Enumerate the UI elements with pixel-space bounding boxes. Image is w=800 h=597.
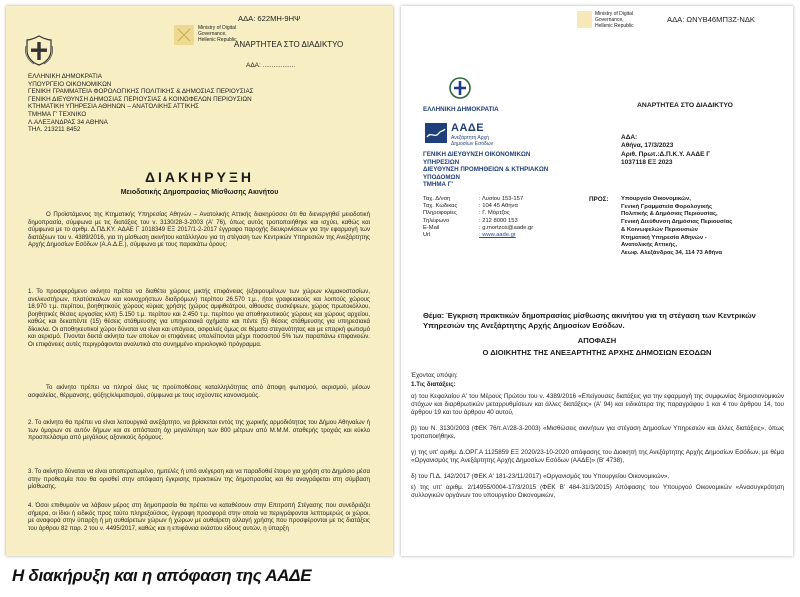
recipient-label: ΠΡΟΣ: [589,196,609,203]
header-line: ΚΤΗΜΑΤΙΚΗ ΥΠΗΡΕΣΙΑ ΑΘΗΝΩΝ – ΑΝΑΤΟΛΙΚΗΣ ΑΤΤΙΚΗΣ [28,103,199,111]
ada-code: ΑΔΑ: ΩΝΥΒ46ΜΠ3Ζ-ΝΔΚ [667,15,755,24]
decision-title: ΑΠΟΦΑΣΗ [577,336,617,345]
website-link[interactable]: : www.aade.gr [479,232,516,239]
image-caption: Η διακήρυξη και η απόφαση της ΑΑΔΕ [12,566,312,585]
aade-sub-line: Ανεξάρτητη Αρχή [451,135,489,141]
header-line: ΓΕΝΙΚΗ ΔΙΕΥΘΥΝΣΗ ΔΗΜΟΣΙΑΣ ΠΕΡΙΟΥΣΙΑΣ & ΚΟΙΝΩΦΕΛΩΝ ΠΕΡΙΟΥΣΙΩΝ [28,95,252,103]
provision-item: α) του Κεφαλαίου Α' του Μέρους Πρώτου του ν. 4389/2016 «Επείγουσες διατάξεις για την εφαρμογή της συμφωνίας δημοσιονομικών στόχων και διαρθρωτικών μεταρρυθμίσεων και άλλες διατάξεις» (Α' 94) και ειδικότερα της παραγράφου 1 και 4 του άρθρου 14, του άρθρου 19 και του άρθρου 40 αυτού, [411,393,784,416]
contact-email[interactable]: : g.mortzos@aade.gr [479,224,534,231]
contact-value: : 212 8000 153 [479,217,518,224]
aade-sub-line: Δημοσίων Εσόδων [451,141,494,147]
protocol-line: 1037118 ΕΞ 2023 [621,158,673,166]
header-line: ΤΜΗΜΑ Γ' ΤΕΧΝΙΚΟ [28,110,87,118]
contact-value: : Γ. Μόρτζος [479,210,510,217]
aade-logo-text: ΑΑΔΕ [451,122,485,134]
greek-coat-of-arms-icon [449,76,471,105]
stamp-line: Governance, [198,31,227,37]
ada-line: ΑΔΑ: [621,134,638,141]
provision-item: δ) του Π.Δ. 142/2017 (ΦΕΚ Α' 181-23/11/2017) «Οργανισμός του Υπουργείου Οικονομικών», [411,473,670,480]
post-online-label: ΑΝΑΡΤΗΤΕΑ ΣΤΟ ΔΙΑΔΙΚΤΥΟ [637,102,733,109]
term-paragraph-2: 2. Το ακίνητο θα πρέπει να είναι λειτουργικά ανεξάρτητο, να βρίσκεται εντός της χωρικής αρμοδιότητας του Δήμου Αθηναίων ή των όμορων σε αυτόν δήμων και σε απόσταση όχι μεγαλύτερη των 800 μέτρων από Μ.Μ.Μ. σταθερής τροχιάς και κύκλο προσπελάσιμο από μεγάλους αξονικούς δρόμους. [28,419,370,441]
dept-line: ΥΠΟΔΟΜΩΝ [423,173,460,181]
recipient-line: & Κοινωφελών Περιουσιών [621,226,698,233]
provision-item: β) του Ν. 3130/2003 (ΦΕΚ 76/τ.Α'/28-3-2003) «Μισθώσεις ακινήτων για στέγαση Δημοσίων Υπηρεσιών και άλλες διατάξεις», όπως τροποποιήθηκε, [411,425,784,440]
contact-label: Τηλέφωνο [423,217,450,224]
header-line: ΤΗΛ. 213211 8452 [28,126,81,134]
document-subtitle: Μειοδοτικής Δημοπρασίας Μίσθωσης Ακινήτου [120,189,279,196]
term-paragraph-4: 4. Όσοι επιθυμούν να λάβουν μέρος στη δημοπρασία θα πρέπει να καταθέσουν στην Επιτροπή Στέγασης που συνεδριάζει σήμερα, οι ίδιοι ή ειδικός προς τούτο πληρεξούσιος, έγγραφη προσφορά στην οποία να περιγράφονται λεπτομερώς οι χώροι, με αναφορά στην ύπαρξη ή μη αυθαίρετων χώρων ή χώρων με αυθαίρετη αλλαγή χρήσης που προσφέρονται με τις διατάξεις του άρθρου 82 παρ. 2 του ν. 4495/2017, καθώς και η επιφάνεια εκάστου είδους αυτών, η ύπαρξη [28,502,370,532]
stamp-line: Governance, [595,17,624,23]
contact-label: Url [423,232,431,239]
date-line: Αθήνα, 17/3/2023 [621,142,674,150]
recipient-line: Γενική Διεύθυνση Δημόσιας Περιουσίας [621,219,733,226]
term-paragraph-1: 1. Το προσφερόμενο ακίνητο πρέπει να διαθέτει χώρους μικτής επιφάνειας (εξαιρουμένων των χώρων κλιμακοστασίων, ανελκυστήρων, πλατύσκαλων και κοινοχρήστων διαδρόμων) περίπου 26.570 τ.μ., ήτοι γραφειακούς και λοιπούς χώρους 18.970 τ.μ. περίπου, βοηθητικούς χώρους κύριας χρήσης (χώρος αμφιθεάτρου, αίθουσες συσκέψεων, χώρος πρωτοκόλλου, βοηθητικές θέσεις εργασίας κλπ) 5.150 τ.μ. περίπου και 2.450 τ.μ. περίπου για αποθηκευτικούς χώρους και χώρους αρχείου, καθώς και δεκαπέντε (15) θέσεις στάθμευσης για υπηρεσιακά οχήματα και πέντε (5) θέσεις στάθμευσης για υπηρεσιακά δίκυκλα. Οι αποθηκευτικοί χώροι δύναται να είναι και υπόγειοι, ασφαλείς όμως σε θέματα στεγανότητας και με επαρκή φωτισμό και αερισμό. Γίνονται δεκτά ακίνητα των οποίων οι επιφάνειες υπολείπονται μέχρι ποσοστού 5% των παραπάνω επιφανειών. Οι επιφάνειες αυτές περιγράφονται αναλυτικά στο συνημμένο κτιριολογικό πρόγραμμα. [28,288,370,348]
aade-wave-icon [425,123,447,143]
term-paragraph-3: 3. Το ακίνητο δύναται να είναι αποπερατωμένο, ημιτελές ή υπό ανέγερση και να παραδοθεί έτοιμο για χρήση στο Δημόσιο μέσα στην προθεσμία που θα ορισθεί στην απόφαση έγκρισης πρακτικών της δημοπρασίας και θα αναγράφεται στη σύμβαση μίσθωσης. [28,468,370,490]
dept-line: ΥΠΗΡΕΣΙΩΝ [423,158,460,166]
recipient-line: Κτηματική Υπηρεσία Αθηνών - [621,234,707,241]
republic-label: ΕΛΛΗΝΙΚΗ ΔΗΜΟΚΡΑΤΙΑ [423,106,499,113]
digital-signature-stamp [174,23,237,49]
contact-label: E-Mail [423,224,440,231]
dept-line: ΓΕΝΙΚΗ ΔΙΕΥΘΥΝΣΗ ΟΙΚΟΝΟΜΙΚΩΝ [423,151,531,158]
recipient-line: Γενική Γραμματεία Φορολογικής [621,203,713,210]
decision-subtitle: Ο ΔΙΟΙΚΗΤΗΣ ΤΗΣ ΑΝΕΞΑΡΤΗΤΗΣ ΑΡΧΗΣ ΔΗΜΟΣΙΩΝ ΕΣΟΔΩΝ [482,348,712,357]
contact-label: Πληροφορίες [423,210,457,217]
contact-label: Ταχ. Κώδικας [423,203,458,210]
considering-label: Έχοντας υπόψη: [411,372,458,379]
header-line: ΥΠΟΥΡΓΕΙΟ ΟΙΚΟΝΟΜΙΚΩΝ [28,80,112,88]
tender-notice-document [6,6,393,556]
department-header [423,151,548,189]
recipient-line: Υπουργείο Οικονομικών, [621,196,691,202]
greek-coat-of-arms-icon [24,34,54,66]
post-online-label: ΑΝΑΡΤΗΤΕΑ ΣΤΟ ΔΙΑΔΙΚΤΥΟ [234,40,344,49]
dept-line: ΤΜΗΜΑ Γ' [423,181,453,188]
reference-block [621,134,710,167]
header-line: ΓΕΝΙΚΗ ΓΡΑΜΜΑΤΕΙΑ ΦΟΡΟΛΟΓΙΚΗΣ ΠΟΛΙΤΙΚΗΣ & ΔΗΜΟΣΙΑΣ ΠΕΡΙΟΥΣΙΑΣ [28,88,254,96]
ada-blank-line: ΑΔΑ: .................. [246,62,296,69]
ada-code: ΑΔΑ: 622ΜΗ-9ΗΨ [238,14,301,23]
recipient-line: Ανατολικής Αττικής, [621,242,678,249]
recipient-line: Λεωφ. Αλεξάνδρας 34, 114 73 Αθήνα [621,249,723,256]
issuer-header [28,73,328,134]
stamp-line: Hellenic Republic [595,23,634,29]
provision-item: γ) της υπ' αριθμ. Δ.ΟΡΓ.Α 1125859 ΕΞ 2020/23-10-2020 απόφασης του Διοικητή της Ανεξάρτητης Αρχής Δημοσίων Εσόδων, με θέμα «Οργανισμός της Ανεξάρτητης Αρχής Δημοσίων Εσόδων (ΑΑΔΕ)» (Β' 4738), [411,449,784,464]
recipient-block [621,196,732,258]
document-title: ΔΙΑΚΗΡΥΞΗ [144,169,255,185]
contact-label: Ταχ. Δ/νση [423,196,451,202]
recipient-line: Πολιτικής & Δημόσιας Περιουσίας, [621,211,718,218]
contact-details [423,196,583,239]
contact-value: : Λυσίου 153-157 [479,196,524,202]
header-line: Λ.ΑΛΕΞΑΝΔΡΑΣ 34 ΑΘΗΝΑ [28,118,108,126]
decision-document [401,6,793,556]
contact-value: : 104 45 Αθήνα [479,203,518,210]
stamp-line: Ministry of Digital [198,25,237,31]
intro-paragraph: Ο Προϊστάμενος της Κτηματικής Υπηρεσίας Αθηνών – Ανατολικής Αττικής διακηρύσσει ότι θα διενεργηθεί μειοδοτική δημοπρασία, σύμφωνα με τις διατάξεις του ν. 3130/28-3-2003 (Α' 76), όπως αυτός τροποποιήθηκε και ισχύει, καθώς και σύμφωνα με το αριθμ. Δ.ΠΔ.ΚΥ. ΑΔΑΕ Γ 1018349 ΕΞ 2017/1-2-2017 έγγραφο παροχής διευκρινίσεων για την εφαρμογή των διατάξεων του ν. 4389/2016, για τη μίσθωση ακινήτου κατάλληλου για τη στέγαση των Κεντρικών Υπηρεσιών της Ανεξάρτητης Αρχής Δημοσίων Εσόδων (Α.Α.Δ.Ε.), σύμφωνα με τους παρακάτω όρους: [28,211,370,248]
dept-line: ΔΙΕΥΘΥΝΣΗ ΠΡΟΜΗΘΕΙΩΝ & ΚΤΗΡΙΑΚΩΝ [423,166,549,173]
header-line: ΕΛΛΗΝΙΚΗ ΔΗΜΟΚΡΑΤΙΑ [28,73,102,80]
subject-line: Θέμα: Έγκριση πρακτικών δημοπρασίας μίσθωσης ακινήτου για τη στέγαση των Κεντρικών Υπηρεσιών της Ανεξάρτητης Αρχής Δημοσίων Εσόδων. [423,311,756,330]
provisions-label: 1.Τις διατάξεις: [411,381,456,388]
stamp-line: Ministry of Digital [595,11,634,17]
term-paragraph-1b: Το ακίνητο πρέπει να πληροί όλες τις προϋποθέσεις καταλληλότητας από άποψη φωτισμού, αερισμού, μέσων ασφαλείας, θέρμανσης, ψύξης/κλιματισμού, σύμφωνα με τους ισχύοντες κανονισμούς. [28,384,370,399]
protocol-line: Αριθ. Πρωτ.:Δ.Π.Κ.Υ. ΑΑΔΕ Γ [621,150,711,158]
provision-item: ε) της υπ' αριθμ. 2/14955/0004-17/3/2015 (ΦΕΚ Β' 484-31/3/2015) Απόφασης του Υπουργού Οικονομικών «Ανασυγκρότηση συλλογικών οργάνων του υπουργείου Οικονομικών, [411,484,784,499]
stamp-line: Hellenic Republic [198,37,237,43]
